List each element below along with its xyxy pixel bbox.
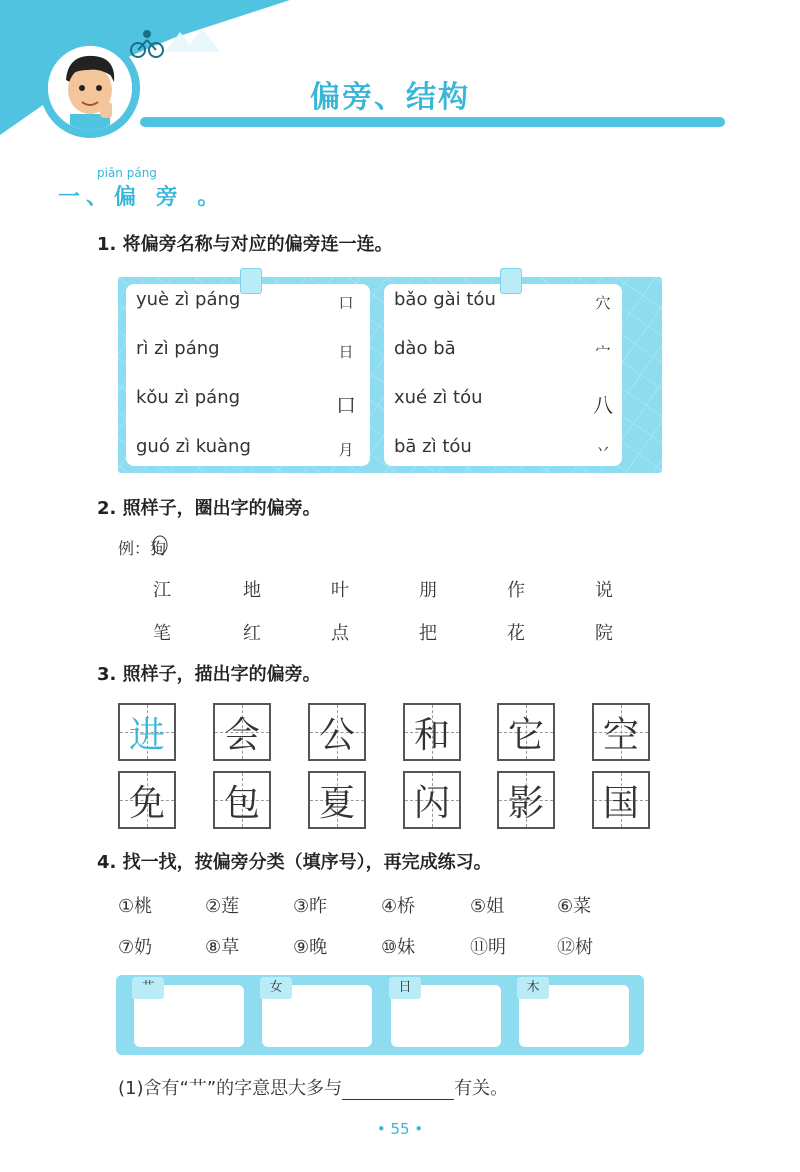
sort-tag: 日 [389, 977, 421, 999]
q4-item: ⑩妹 [381, 937, 416, 958]
header-bar [140, 117, 725, 127]
q3-title: 3. 照样子，描出字的偏旁。 [97, 664, 321, 685]
tianzige-box[interactable] [403, 703, 461, 761]
match-right-name: xué zì tóu [394, 387, 483, 408]
tianzige-box[interactable] [403, 771, 461, 829]
tianzige-char: 进 [128, 714, 165, 756]
page-number: • 55 • [376, 1120, 424, 1138]
q4-item: ⑦奶 [118, 937, 153, 958]
tianzige-box[interactable] [118, 771, 176, 829]
q4-item: ⑥菜 [557, 896, 592, 917]
q4-item: ④桥 [381, 896, 416, 917]
q2-char[interactable]: 点 [331, 623, 349, 644]
q2-char[interactable]: 地 [243, 580, 261, 601]
q2-example: 例：狗 [118, 539, 167, 558]
q4-item: ⑤姐 [470, 896, 505, 917]
tianzige-char: 国 [602, 782, 639, 824]
match-right-name: bā zì tóu [394, 436, 472, 457]
tianzige-char: 闪 [413, 782, 450, 824]
q4-title: 4. 找一找，按偏旁分类（填序号），再完成练习。 [97, 852, 492, 873]
section-title: 一、偏 旁 。 [58, 185, 226, 210]
q2-char[interactable]: 说 [595, 580, 613, 601]
tianzige-char: 免 [128, 782, 165, 824]
example-circle-mark [151, 534, 173, 556]
q2-char[interactable]: 花 [507, 623, 525, 644]
q4-item: ⑫树 [557, 937, 593, 958]
clip-decoration [500, 268, 522, 294]
tianzige-box[interactable] [118, 703, 176, 761]
tianzige-char: 会 [223, 714, 260, 756]
q4-item: ②莲 [205, 896, 240, 917]
q2-char[interactable]: 红 [243, 623, 261, 644]
tianzige-box[interactable] [497, 703, 555, 761]
tianzige-box[interactable] [497, 771, 555, 829]
match-right-name: bǎo gài tóu [394, 289, 496, 310]
tianzige-char: 和 [413, 714, 450, 756]
match-right-name: dào bā [394, 338, 456, 359]
q4-item: ①桃 [118, 896, 153, 917]
tianzige-box[interactable] [213, 703, 271, 761]
match-right-glyph[interactable]: 八 [593, 393, 613, 417]
bicycle-mountain-decoration [120, 22, 250, 62]
q4-item: ⑪明 [470, 937, 506, 958]
tianzige-box[interactable] [308, 771, 366, 829]
q4-item: ⑧草 [205, 937, 240, 958]
section-pinyin: piān páng [97, 166, 157, 180]
match-left-name: yuè zì páng [136, 289, 241, 310]
q4-item: ③昨 [293, 896, 328, 917]
match-left-glyph[interactable]: 月 [338, 441, 354, 459]
tianzige-char: 它 [507, 714, 544, 756]
tianzige-char: 包 [223, 782, 260, 824]
q2-char[interactable]: 把 [419, 623, 437, 644]
tianzige-box[interactable] [592, 703, 650, 761]
tianzige-char: 空 [602, 714, 639, 756]
q2-title: 2. 照样子，圈出字的偏旁。 [97, 498, 321, 519]
tianzige-box[interactable] [592, 771, 650, 829]
avatar [40, 38, 140, 138]
match-left-name: kǒu zì páng [136, 387, 241, 408]
answer-blank[interactable] [342, 1081, 454, 1100]
q2-char[interactable]: 院 [595, 623, 613, 644]
tianzige-char: 夏 [318, 782, 355, 824]
match-left-glyph[interactable]: 日 [338, 343, 354, 361]
q2-char[interactable]: 作 [507, 580, 525, 601]
match-left-name: rì zì páng [136, 338, 220, 359]
tianzige-char: 影 [507, 782, 544, 824]
tianzige-box[interactable] [213, 771, 271, 829]
q1-title: 1. 将偏旁名称与对应的偏旁连一连。 [97, 234, 393, 255]
page-title: 偏旁、结构 [310, 80, 470, 115]
tianzige-box[interactable] [308, 703, 366, 761]
q2-char[interactable]: 笔 [153, 623, 171, 644]
match-left-glyph[interactable]: 口 [338, 294, 354, 312]
match-right-glyph[interactable]: 丷 [595, 441, 611, 459]
sort-tag: 木 [517, 977, 549, 999]
q2-char[interactable]: 叶 [331, 580, 349, 601]
q2-char[interactable]: 朋 [419, 580, 437, 601]
clip-decoration [240, 268, 262, 294]
match-right-glyph[interactable]: 宀 [595, 343, 611, 361]
q4-sub1 [118, 1074, 508, 1100]
sub1-prefix: (1)含有“艹”的字意思大多与 [118, 1078, 343, 1099]
q4-item: ⑨晚 [293, 937, 328, 958]
tianzige-char: 公 [318, 714, 355, 756]
sub1-suffix: 有关。 [454, 1078, 509, 1099]
match-left-name: guó zì kuàng [136, 436, 251, 457]
sort-tag: 女 [260, 977, 292, 999]
match-right-glyph[interactable]: 穴 [595, 294, 611, 312]
match-left-glyph[interactable]: 口 [336, 393, 356, 417]
sort-tag: 艹 [132, 977, 164, 999]
q2-char[interactable]: 江 [153, 580, 171, 601]
